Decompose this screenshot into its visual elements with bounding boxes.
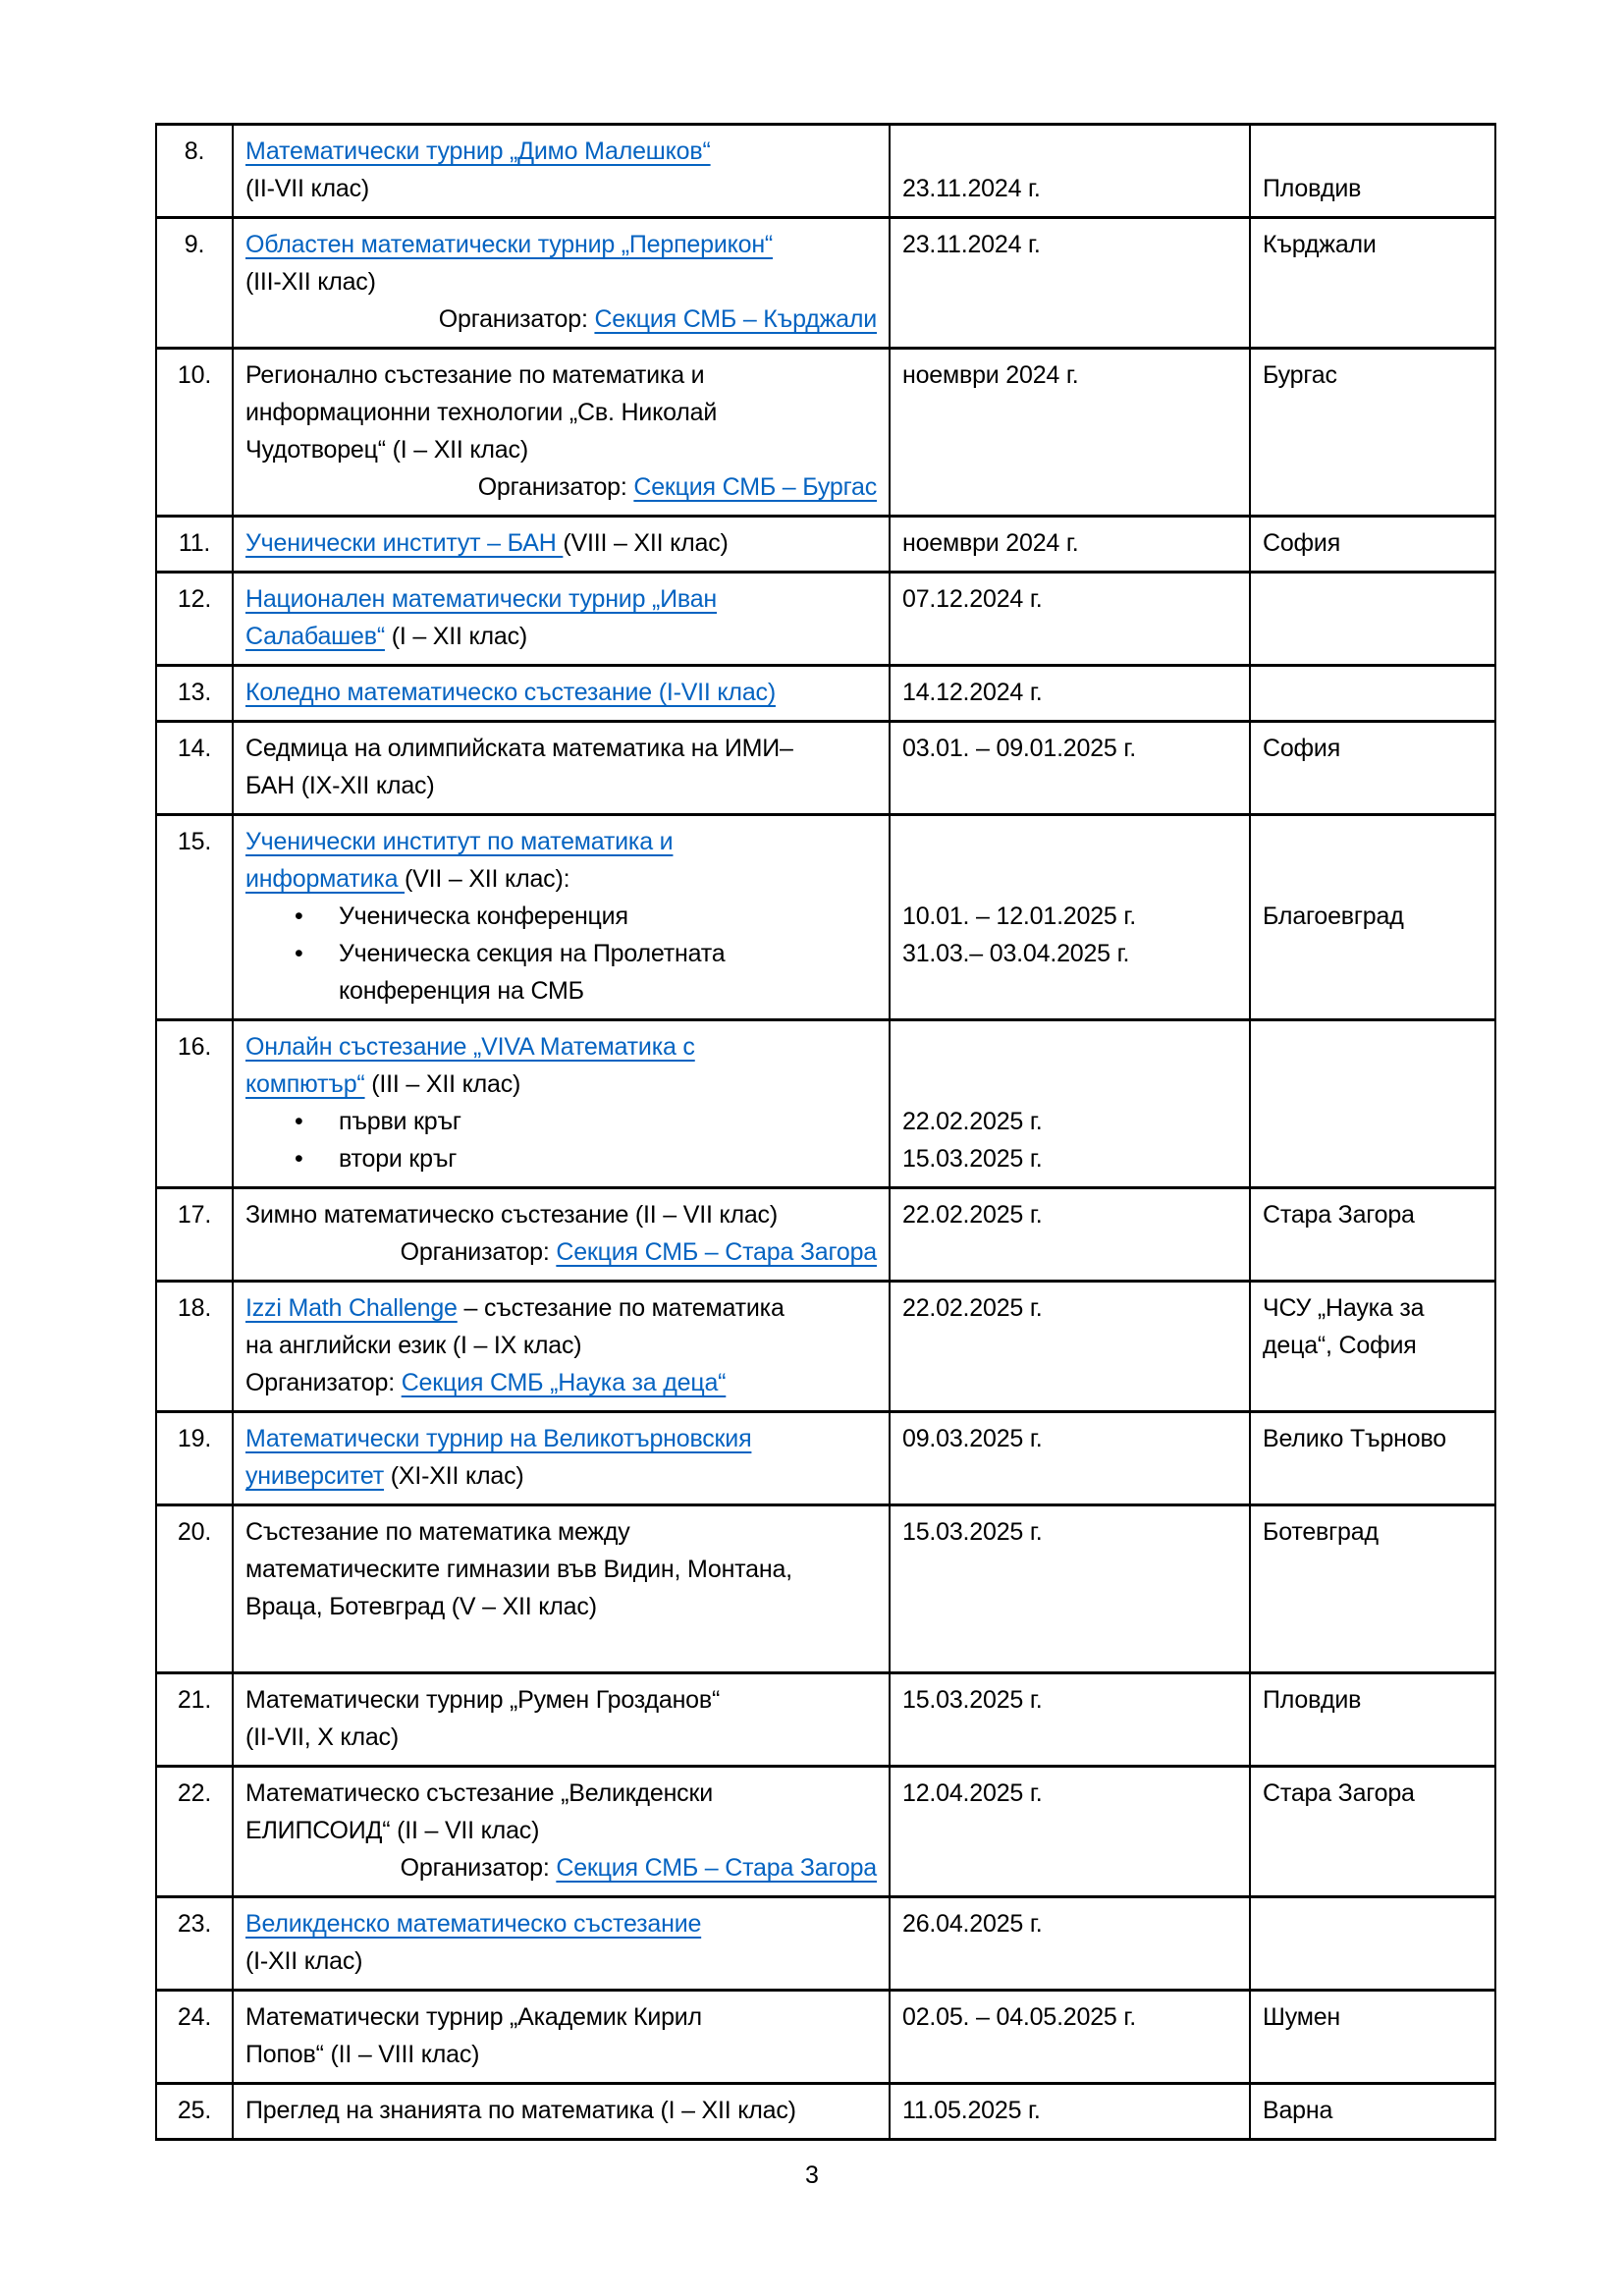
text-segment: (III – XII клас) (364, 1070, 521, 1098)
text-segment: конференция на СМБ (339, 977, 584, 1005)
name-line (245, 1028, 881, 1066)
table-row (156, 1673, 1495, 1767)
event-city-cell (1250, 815, 1495, 1020)
text-segment: информационни технологии „Св. Николай (245, 399, 718, 426)
text-segment: (II-VII клас) (245, 175, 369, 202)
row-number-cell (156, 1505, 233, 1673)
date-line: 15.03.2025 г. (902, 1686, 1043, 1714)
name-line (245, 898, 881, 935)
event-date-cell (890, 1412, 1250, 1505)
text-segment: математическите гимназии във Видин, Монтана, (245, 1556, 792, 1583)
event-date-cell (890, 815, 1250, 1020)
text-segment: – състезание по математика (457, 1294, 785, 1322)
name-line (245, 1942, 881, 1980)
name-line (245, 133, 881, 170)
text-segment: Враца, Ботевград (V – XII клас) (245, 1593, 597, 1620)
name-line (245, 301, 881, 338)
row-number-cell (156, 1673, 233, 1767)
event-date-cell (890, 2084, 1250, 2140)
event-link[interactable]: информатика (245, 865, 406, 893)
name-line (245, 1364, 881, 1401)
name-line (245, 1513, 881, 1551)
name-line (245, 1233, 881, 1271)
name-line (245, 674, 881, 711)
name-line (245, 972, 881, 1010)
table-row (156, 2084, 1495, 2140)
text-segment: (VII – XII клас): (405, 865, 570, 893)
city-line: Варна (1263, 2097, 1333, 2124)
text-segment: ЕЛИПСОИД“ (II – VII клас) (245, 1817, 540, 1844)
bullet-icon: • (295, 940, 303, 967)
text-segment: Математически турнир „Академик Кирил (245, 2003, 702, 2031)
event-name-cell (233, 1767, 890, 1897)
event-name-cell (233, 1020, 890, 1188)
row-number: 17. (177, 1201, 212, 1229)
date-line: 15.03.2025 г. (902, 1518, 1043, 1546)
row-number: 9. (184, 231, 205, 258)
text-segment: Организатор: (400, 1854, 557, 1882)
name-line (245, 1196, 881, 1233)
text-segment: Седмица на олимпийската математика на ИМИ– (245, 735, 793, 762)
event-date-cell (890, 573, 1250, 666)
event-city-cell (1250, 666, 1495, 722)
row-number: 19. (177, 1425, 212, 1452)
table-row (156, 125, 1495, 218)
name-line (245, 767, 881, 804)
date-line: 23.11.2024 г. (902, 175, 1041, 202)
row-number-cell (156, 517, 233, 573)
event-city-cell (1250, 1673, 1495, 1767)
name-line (245, 1588, 881, 1625)
table-row (156, 1767, 1495, 1897)
city-line: Кърджали (1263, 231, 1377, 258)
event-city-cell (1250, 517, 1495, 573)
date-line: ноември 2024 г. (902, 529, 1079, 557)
name-line (245, 263, 881, 301)
event-link[interactable]: компютър“ (245, 1070, 365, 1098)
row-number-cell (156, 1020, 233, 1188)
event-date-cell (890, 1020, 1250, 1188)
date-line: 07.12.2024 г. (902, 585, 1043, 613)
name-line (245, 468, 881, 506)
event-city-cell (1250, 1505, 1495, 1673)
row-number: 20. (177, 1518, 212, 1546)
name-line (245, 1719, 881, 1756)
event-date-cell (890, 722, 1250, 815)
event-name-cell (233, 1991, 890, 2084)
event-name-cell (233, 573, 890, 666)
table-row (156, 517, 1495, 573)
event-link[interactable]: Математически турнир „Димо Малешков“ (245, 137, 711, 165)
text-segment: Математически турнир „Румен Грозданов“ (245, 1686, 721, 1714)
city-line (1263, 133, 1487, 170)
row-number-cell (156, 1897, 233, 1991)
name-line (245, 1103, 881, 1140)
text-segment: Ученическа секция на Пролетната (339, 940, 726, 967)
row-number-cell (156, 666, 233, 722)
row-number: 16. (177, 1033, 212, 1061)
table-row (156, 815, 1495, 1020)
table-row (156, 349, 1495, 517)
row-number: 21. (177, 1686, 212, 1714)
table-row (156, 1412, 1495, 1505)
city-line: София (1263, 735, 1341, 762)
event-city-cell (1250, 1188, 1495, 1282)
row-number: 8. (184, 137, 205, 165)
table-row (156, 1188, 1495, 1282)
date-line: 12.04.2025 г. (902, 1779, 1043, 1807)
name-line (245, 1849, 881, 1886)
date-line: ноември 2024 г. (902, 361, 1079, 389)
event-name-cell (233, 666, 890, 722)
row-number-cell (156, 349, 233, 517)
date-line: 31.03.– 03.04.2025 г. (902, 940, 1130, 967)
event-name-cell (233, 1282, 890, 1412)
date-line: 09.03.2025 г. (902, 1425, 1043, 1452)
event-date-cell (890, 666, 1250, 722)
city-line: Велико Търново (1263, 1425, 1446, 1452)
date-line: 02.05. – 04.05.2025 г. (902, 2003, 1136, 2031)
name-line (245, 1998, 881, 2036)
text-segment: Организатор: (438, 305, 595, 333)
text-segment: Организатор: (477, 473, 634, 501)
event-date-cell (890, 1767, 1250, 1897)
city-line: Шумен (1263, 2003, 1341, 2031)
name-line (245, 431, 881, 468)
event-link[interactable]: Секция СМБ – Кърджали (594, 305, 877, 333)
table-row (156, 1505, 1495, 1673)
row-number-cell (156, 125, 233, 218)
row-number-cell (156, 1282, 233, 1412)
date-line: 14.12.2024 г. (902, 679, 1043, 706)
name-line (245, 1625, 881, 1663)
row-number-cell (156, 1991, 233, 2084)
event-link[interactable]: Секция СМБ – Стара Загора (556, 1238, 877, 1266)
event-name-cell (233, 517, 890, 573)
name-line (245, 823, 881, 860)
city-line (1263, 580, 1487, 618)
name-line (245, 1681, 881, 1719)
name-line (245, 1327, 881, 1364)
event-city-cell (1250, 2084, 1495, 2140)
event-name-cell (233, 2084, 890, 2140)
row-number-cell (156, 722, 233, 815)
text-segment: (I – XII клас) (384, 623, 528, 650)
text-segment: Зимно математическо състезание (II – VII клас) (245, 1201, 778, 1229)
event-link[interactable]: Izzi Math Challenge (245, 1294, 458, 1322)
city-line (1263, 860, 1487, 898)
name-line (245, 935, 881, 972)
event-city-cell (1250, 1282, 1495, 1412)
text-segment: Чудотворец“ (I – XII клас) (245, 436, 528, 464)
table-row (156, 1897, 1495, 1991)
competitions-table-body (156, 125, 1495, 2140)
text-segment: Състезание по математика между (245, 1518, 630, 1546)
event-name-cell (233, 349, 890, 517)
text-segment: Попов“ (II – VIII клас) (245, 2041, 480, 2068)
text-segment: втори кръг (339, 1145, 458, 1173)
event-name-cell (233, 125, 890, 218)
event-city-cell (1250, 1020, 1495, 1188)
event-date-cell (890, 517, 1250, 573)
text-segment: (XI-XII клас) (384, 1462, 524, 1490)
date-line: 10.01. – 12.01.2025 г. (902, 902, 1136, 930)
city-line: Благоевград (1263, 902, 1404, 930)
table-row (156, 1020, 1495, 1188)
event-link[interactable]: Великденско математическо състезание (245, 1910, 702, 1938)
event-link[interactable]: Национален математически турнир „Иван (245, 585, 718, 613)
date-line (902, 823, 1241, 860)
date-line: 23.11.2024 г. (902, 231, 1041, 258)
name-line (245, 2036, 881, 2073)
event-link[interactable]: университет (245, 1462, 385, 1490)
date-line: 26.04.2025 г. (902, 1910, 1043, 1938)
date-line: 22.02.2025 г. (902, 1201, 1043, 1229)
event-city-cell (1250, 1991, 1495, 2084)
row-number-cell (156, 815, 233, 1020)
page-number: 3 (805, 2161, 819, 2189)
text-segment: Организатор: (245, 1369, 402, 1396)
event-city-cell (1250, 1897, 1495, 1991)
row-number-cell (156, 2084, 233, 2140)
event-name-cell (233, 815, 890, 1020)
name-line (245, 1905, 881, 1942)
event-city-cell (1250, 218, 1495, 349)
event-city-cell (1250, 349, 1495, 517)
competitions-table (155, 123, 1496, 2141)
event-city-cell (1250, 1767, 1495, 1897)
event-link[interactable]: Ученически институт по математика и (245, 828, 674, 855)
name-line (245, 1812, 881, 1849)
text-segment: (III-XII клас) (245, 268, 376, 296)
event-name-cell (233, 1673, 890, 1767)
name-line (245, 1066, 881, 1103)
bullet-icon: • (295, 1108, 303, 1135)
event-name-cell (233, 1505, 890, 1673)
event-city-cell (1250, 1412, 1495, 1505)
name-line (245, 524, 881, 562)
event-date-cell (890, 218, 1250, 349)
text-segment: БАН (IX-XII клас) (245, 772, 435, 799)
text-segment: Ученическа конференция (339, 902, 628, 930)
city-line: Пловдив (1263, 1686, 1362, 1714)
name-line (245, 860, 881, 898)
text-segment: (VIII – XII клас) (563, 529, 729, 557)
event-link[interactable]: Секция СМБ – Стара Загора (556, 1854, 877, 1882)
event-link[interactable]: Секция СМБ „Наука за деца“ (401, 1369, 727, 1396)
date-line (902, 1066, 1241, 1103)
event-link[interactable]: Коледно математическо състезание (I-VII клас) (245, 679, 776, 706)
text-segment: на английски език (I – IX клас) (245, 1332, 582, 1359)
name-line (245, 170, 881, 207)
text-segment: Преглед на знанията по математика (I – XII клас) (245, 2097, 796, 2124)
row-number-cell (156, 1412, 233, 1505)
event-date-cell (890, 1991, 1250, 2084)
event-date-cell (890, 1188, 1250, 1282)
city-line: София (1263, 529, 1341, 557)
name-line (245, 730, 881, 767)
name-line (245, 356, 881, 394)
city-line (1263, 1905, 1487, 1942)
row-number: 10. (177, 361, 212, 389)
event-date-cell (890, 1282, 1250, 1412)
date-line: 15.03.2025 г. (902, 1145, 1043, 1173)
event-date-cell (890, 1897, 1250, 1991)
table-row (156, 573, 1495, 666)
event-name-cell (233, 1188, 890, 1282)
event-city-cell (1250, 573, 1495, 666)
date-line: 03.01. – 09.01.2025 г. (902, 735, 1136, 762)
event-link[interactable]: Ученически институт – БАН (245, 529, 564, 557)
name-line (245, 580, 881, 618)
city-line: Стара Загора (1263, 1201, 1415, 1229)
event-date-cell (890, 349, 1250, 517)
row-number-cell (156, 1767, 233, 1897)
row-number: 13. (177, 679, 212, 706)
event-date-cell (890, 1673, 1250, 1767)
row-number: 25. (177, 2097, 212, 2124)
row-number: 18. (177, 1294, 212, 1322)
row-number: 24. (177, 2003, 212, 2031)
table-row (156, 1282, 1495, 1412)
event-date-cell (890, 1505, 1250, 1673)
row-number-cell (156, 218, 233, 349)
name-line (245, 1775, 881, 1812)
event-name-cell (233, 218, 890, 349)
event-link[interactable]: Салабашев“ (245, 623, 385, 650)
date-line: 22.02.2025 г. (902, 1294, 1043, 1322)
table-row (156, 666, 1495, 722)
text-segment: Регионално състезание по математика и (245, 361, 705, 389)
event-date-cell (890, 125, 1250, 218)
event-city-cell (1250, 722, 1495, 815)
row-number: 22. (177, 1779, 212, 1807)
city-line: Ботевград (1263, 1518, 1379, 1546)
table-row (156, 1991, 1495, 2084)
name-line (245, 1289, 881, 1327)
city-line (1263, 674, 1487, 711)
text-segment: първи кръг (339, 1108, 461, 1135)
event-name-cell (233, 722, 890, 815)
city-line: Бургас (1263, 361, 1337, 389)
event-link[interactable]: Онлайн състезание „VIVA Математика с (245, 1033, 695, 1061)
bullet-icon: • (295, 902, 303, 930)
name-line (245, 2092, 881, 2129)
name-line (245, 394, 881, 431)
event-link[interactable]: Областен математически турнир „Перперикон“ (245, 231, 774, 258)
city-line (1263, 823, 1487, 860)
name-line (245, 1551, 881, 1588)
row-number: 23. (177, 1910, 212, 1938)
text-segment: (II-VII, X клас) (245, 1723, 399, 1751)
date-line: 22.02.2025 г. (902, 1108, 1043, 1135)
event-name-cell (233, 1897, 890, 1991)
city-line: ЧСУ „Наука за деца“, София (1263, 1294, 1425, 1359)
table-row (156, 218, 1495, 349)
date-line (902, 133, 1241, 170)
name-line (245, 618, 881, 655)
text-segment: Организатор: (400, 1238, 557, 1266)
event-link[interactable]: Математически турнир на Великотърновския (245, 1425, 752, 1452)
date-line (902, 860, 1241, 898)
text-segment: (I-XII клас) (245, 1947, 363, 1975)
name-line (245, 1420, 881, 1457)
name-line (245, 1457, 881, 1495)
city-line: Стара Загора (1263, 1779, 1415, 1807)
row-number-cell (156, 1188, 233, 1282)
name-line (245, 226, 881, 263)
city-line (1263, 1028, 1487, 1066)
row-number: 11. (178, 529, 211, 557)
name-line (245, 1140, 881, 1177)
bullet-icon: • (295, 1145, 303, 1173)
row-number: 12. (177, 585, 212, 613)
text-segment: Математическо състезание „Великденски (245, 1779, 713, 1807)
event-city-cell (1250, 125, 1495, 218)
row-number: 15. (177, 828, 212, 855)
event-name-cell (233, 1412, 890, 1505)
event-link[interactable]: Секция СМБ – Бургас (633, 473, 877, 501)
city-line: Пловдив (1263, 175, 1362, 202)
date-line (902, 1028, 1241, 1066)
row-number-cell (156, 573, 233, 666)
date-line: 11.05.2025 г. (902, 2097, 1041, 2124)
table-row (156, 722, 1495, 815)
row-number: 14. (177, 735, 212, 762)
